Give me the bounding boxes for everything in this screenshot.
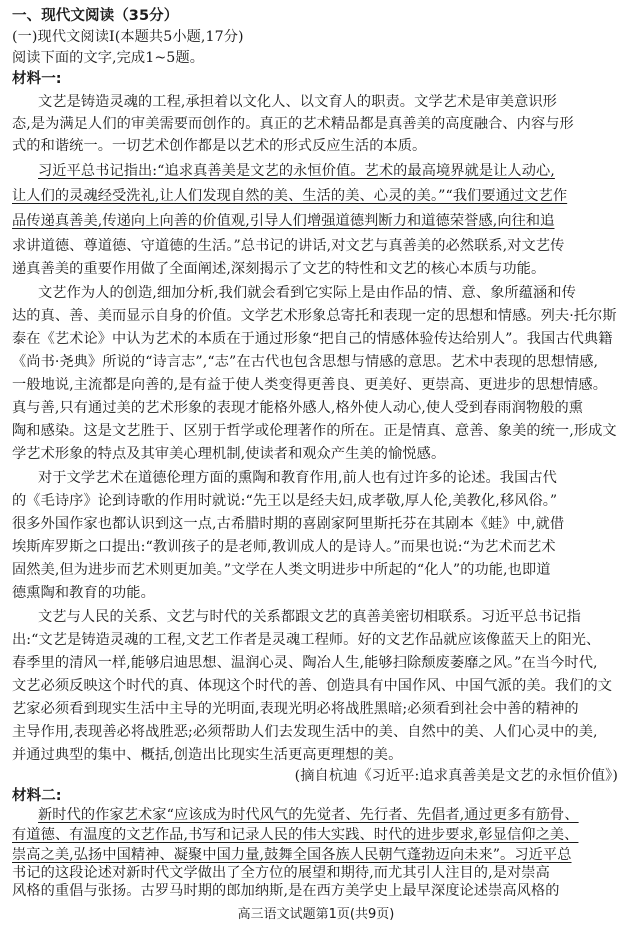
material1-line: 文艺与人民的关系、文艺与时代的关系都跟文艺的真善美密切相联系。习近平总书记指 (38, 609, 581, 625)
instruction-text: 阅读下面的文字,完成1~5题。 (12, 50, 205, 66)
material1-line: 泰在《艺术论》中认为艺术的本质在于通过形象“把自己的情感体验传达给别人”。我国古代典籍 (12, 331, 613, 347)
material1-line: 很多外国作家也都认识到这一点,古希腊时期的喜剧家阿里斯托芬在其剧本《蛙》中,就借 (12, 516, 565, 532)
material1-label: 材料一: (12, 71, 62, 87)
material1-line: 主导作用,表现善必将战胜恶;必须帮助人们去发现生活中的美、自然中的美、人们心灵中的美, (12, 724, 598, 740)
material1-line: 文艺是铸造灵魂的工程,承担着以文化人、以文育人的职责。文学艺术是审美意识形 (38, 94, 557, 110)
material2-label: 材料二: (12, 788, 62, 804)
page-footer: 高三语文试题第1页(共9页) (237, 907, 395, 922)
material1-line: 一般地说,主流都是向善的,是有益于使人类变得更善良、更美好、更崇高、更进步的思想情感。 (12, 377, 608, 393)
material1-line: 出:“文艺是铸造灵魂的工程,文艺工作者是灵魂工程师。好的文艺作品就应该像蓝天上的阳光、 (12, 632, 601, 648)
material2-line: 有道德、有温度的文艺作品,书写和记录人民的伟大实践、时代的进步要求,彰显信仰之美、 (12, 827, 579, 843)
material1-line: 艺家必须看到现实生活中主导的光明面,表现光明必将战胜黑暗;必须看到社会中善的精神的 (12, 701, 579, 717)
material1-line: 品传递真善美,传递向上向善的价值观,引导人们增强道德判断力和道德荣誉感,向往和追 (12, 213, 555, 229)
material1-line: 陶和感染。这是文艺胜于、区别于哲学或伦理著作的所在。正是情真、意善、象美的统一,形成文 (12, 423, 617, 439)
material1-line: 递真善美的重要作用做了全面阐述,深刻揭示了文艺的特性和文艺的核心本质与功能。 (12, 261, 546, 277)
material1-source: (摘自杭迪《习近平:追求真善美是文艺的永恒价值》) (294, 768, 618, 784)
material1-line: 式的和谐统一。一切艺术创作都是以艺术的形式反应生活的本质。 (12, 138, 427, 154)
material1-line: 文艺必须反映这个时代的真、体现这个时代的善、创造具有中国作风、中国气派的美。我们的文 (12, 678, 613, 694)
section-title: 一、现代文阅读（35分） (12, 8, 179, 24)
material1-line: 固然美,但为进步而艺术则更加美。”文学在人类文明进步中所起的“化人”的功能,也即道 (12, 562, 551, 578)
material1-line: 习近平总书记指出:“追求真善美是文艺的永恒价值。艺术的最高境界就是让人动心, (38, 163, 555, 179)
material1-line: 的《毛诗序》论到诗歌的作用时就说:“先王以是经夫妇,成孝敬,厚人伦,美教化,移风俗。” (12, 493, 558, 509)
material2-line: 崇高之美,弘扬中国精神、凝聚中国力量,鼓舞全国各族人民朝气蓬勃迈向未来”。习近平总 (12, 847, 572, 863)
material1-line: 《尚书·尧典》所说的“诗言志”,“志”在古代也包含思想与情感的意思。艺术中表现的思想情感, (12, 354, 599, 370)
material1-line: 春季里的清风一样,能够启迪思想、温润心灵、陶冶人生,能够扫除颓废萎靡之风。”在当今时代, (12, 655, 598, 671)
subsection-title: (一)现代文阅读Ⅰ(本题共5小题,17分) (12, 29, 244, 45)
material1-line: 埃斯库罗斯之口提出:“教训孩子的是老师,教训成人的是诗人。”而果也说:“为艺术而艺术 (12, 539, 556, 555)
material2-line: 风格的重倡与张扬。古罗马时期的郎加纳斯,是在西方美学史上最早深度论述崇高风格的 (12, 883, 560, 899)
material1-line: 德熏陶和教育的功能。 (12, 585, 155, 601)
material1-line: 求讲道德、尊道德、守道德的生活。”总书记的讲话,对文艺与真善美的必然联系,对文艺传 (12, 238, 565, 254)
material2-line: 书记的这段论述对新时代文学做出了全方位的展望和期待,而尤其引人注目的,是对崇高 (12, 865, 550, 881)
material1-line: 达的真、善、美而显示自身的价值。文学艺术形象总寄托和表现一定的思想和情感。列夫·托尔斯 (12, 308, 617, 324)
material1-line: 让人们的灵魂经受洗礼,让人们发现自然的美、生活的美、心灵的美。”“我们要通过文艺作 (12, 188, 568, 204)
material1-line: 对于文学艺术在道德伦理方面的熏陶和教育作用,前人也有过许多的论述。我国古代 (38, 470, 557, 486)
material1-line: 真与善,只有通过美的艺术形象的表现才能格外感人,格外使人动心,使人受到春雨润物般的熏 (12, 400, 584, 416)
material1-line: 文艺作为人的创造,细加分析,我们就会看到它实际上是由作品的情、意、象所蕴涵和传 (38, 285, 576, 301)
material2-line: 新时代的作家艺术家“应该成为时代风气的先觉者、先行者、先倡者,通过更多有筋骨、 (38, 807, 579, 823)
material1-line: 学艺术形象的特点及其审美心理机制,使读者和观众产生美的愉悦感。 (12, 446, 446, 462)
material1-line: 并通过典型的集中、概括,创造出比现实生活更高更理想的美。 (12, 747, 403, 763)
material1-line: 态,是为满足人们的审美需要而创作的。真正的艺术精品都是真善美的高度融合、内容与形 (12, 116, 574, 132)
